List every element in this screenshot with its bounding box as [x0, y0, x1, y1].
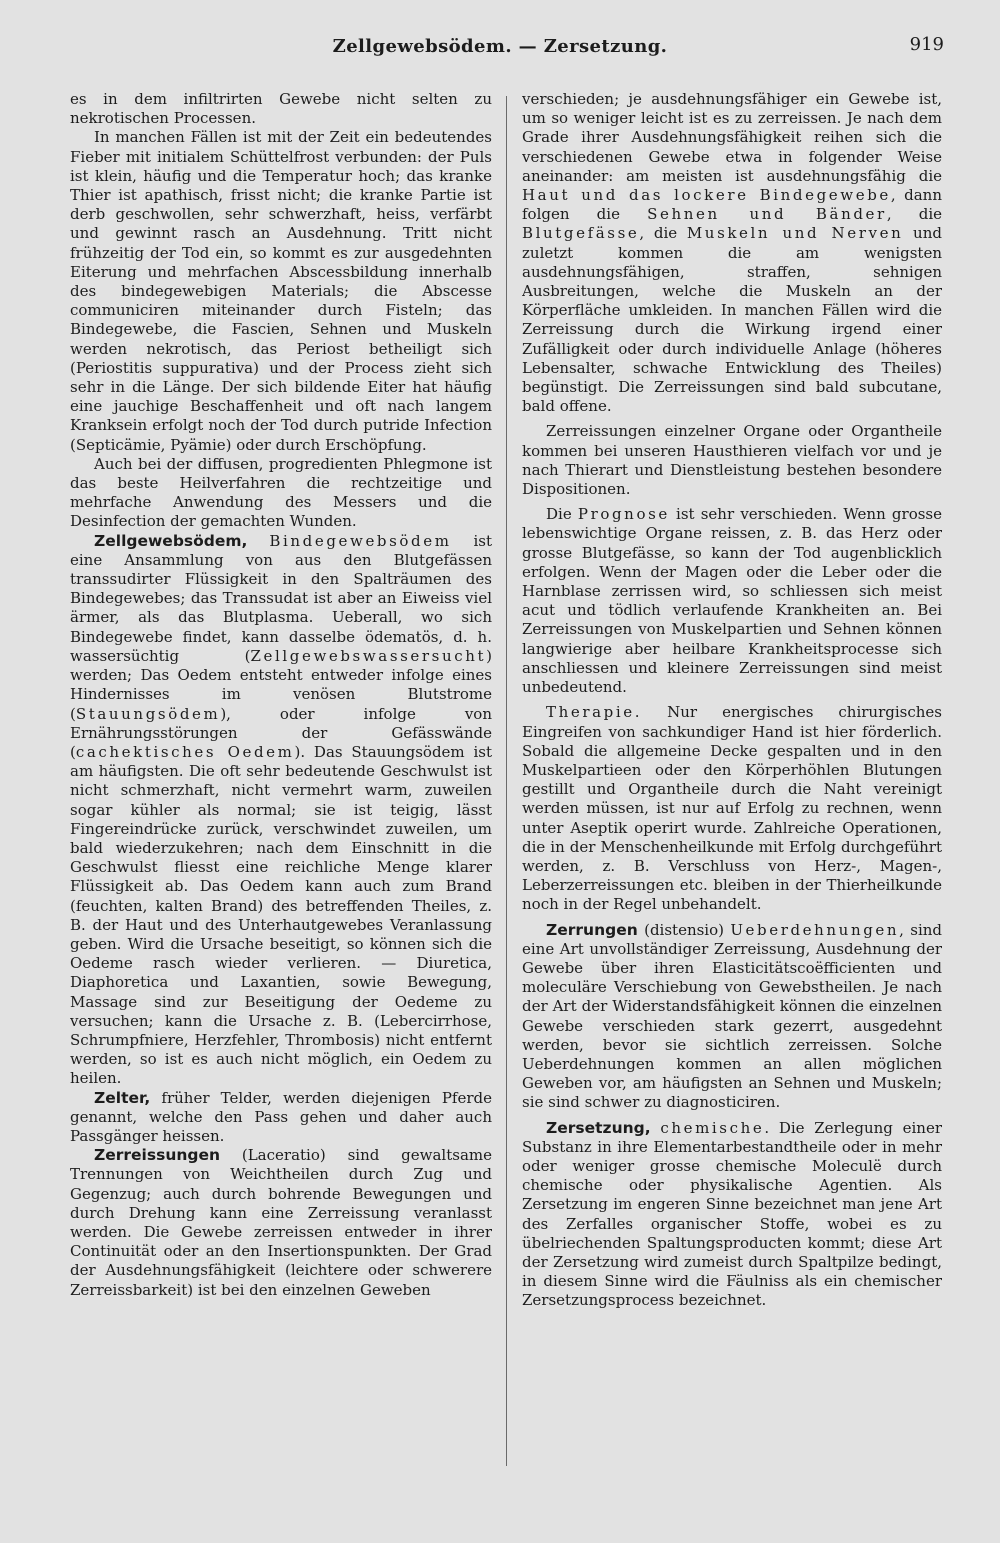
page-number: 919 — [909, 34, 944, 55]
entry-zellgewebsoedem: Zellgewebsödem, Bindegewebsödem ist eine Ansammlung von aus den Blutgefässen transsudirter Flüssigkeit in den Spalträumen des Bindegewebes; das Transsudat ist aber an Eiweiss viel ärmer, als das Blutplasma. Ueberall, wo sich Bindegewebe findet, kann dasselbe ödematös, d. h. wassersüchtig (Zellgewebswassersucht) werden; Das Oedem entsteht entweder infolge eines Hindernisses im venösen Blutstrome (Stauungsödem), oder infolge von Ernährungsstörungen der Gefässwände (cachektisches Oedem). Das Stauungsödem ist am häufigsten. Die oft sehr bedeutende Geschwulst ist nicht schmerzhaft, nicht vermehrt warm, zuweilen sogar kühler als normal; sie ist teigig, lässt Fingereindrücke zurück, verschwindet zuweilen, um bald wiederzukehren; nach dem Einschnitt in die Geschwulst fliesst eine reichliche Menge klarer Flüssigkeit ab. Das Oedem kann auch zum Brand (feuchten, kalten Brand) des betreffenden Theiles, z. B. der Haut und des Unterhautgewebes Veranlassung geben. Wird die Ursache beseitigt, so können sich die Oedeme rasch wieder verlieren. — Diuretica, Diaphoretica und Laxantien, sowie Bewegung, Massage sind zur Beseitigung der Oedeme zu versuchen; kann die Ursache z. B. (Lebercirrhose, Schrumpfniere, Herzfehler, Thrombosis) nicht entfernt werden, so ist es auch nicht möglich, ein Oedem zu heilen. — [70, 531, 492, 1088]
paragraph: Die Prognose ist sehr verschieden. Wenn grosse lebenswichtige Organe reissen, z. B. das Herz oder grosse Blutgefässe, so kann der Tod augenblicklich erfolgen. Wenn der Magen oder die Leber oder die Harnblase zerrissen wird, so schliessen sich meist acut und tödlich verlaufende Krankheiten an. Bei Zerreissungen von Muskelpartien und Sehnen können langwierige aber heilbare Krankheitsprocesse sich anschliessen und kleinere Zerreissungen sind meist unbedeutend. — [522, 505, 942, 697]
entry-zerrungen: Zerrungen (distensio) Ueberdehnungen, sind eine Art unvollständiger Zerreissung, Ausdehnung der Gewebe über ihren Elasticitätscoëfficienten und moleculäre Verschiebung von Gewebstheilen. Je nach der Art der Widerstandsfähigkeit können die einzelnen Gewebe verschieden stark gezerrt, ausgedehnt werden, bevor sie sichtlich zerreissen. Solche Ueberdehnungen kommen an allen möglichen Geweben vor, am häufigsten an Sehnen und Muskeln; sie sind schwer zu diagnosticiren. — [522, 920, 942, 1112]
entry-headword: Zerreissungen — [94, 1146, 221, 1165]
entry-zersetzung: Zersetzung, chemische. Die Zerlegung einer Substanz in ihre Elementarbestandtheile oder in mehr oder weniger grosse chemische Moleculë durch chemische oder physikalische Agentien. Als Zersetzung im engeren Sinne bezeichnet man jene Art des Zerfalles organischer Stoffe, wobei es zu übelriechenden Spaltungsproducten kommt; diese Art der Zersetzung wird zumeist durch Spaltpilze bedingt, in diesem Sinne wird die Fäulniss als ein chemischer Zersetzungsprocess bezeichnet. — [522, 1118, 942, 1310]
spaced-term: Haut und das lockere Bindegewebe — [522, 186, 891, 205]
spaced-term: Sehnen und Bänder — [647, 205, 887, 224]
paragraph: Auch bei der diffusen, progredienten Phlegmone ist das beste Heilverfahren die rechtzeitige und mehrfache Anwendung des Messers und die Desinfection der gemachten Wunden. — [70, 454, 492, 531]
entry-zelter: Zelter, früher Telder, werden diejenigen Pferde genannt, welche den Pass gehen und daher auch Passgänger heissen. — [70, 1088, 492, 1145]
spaced-term: cachektisches Oedem — [75, 742, 295, 761]
paragraph: verschieden; je ausdehnungsfähiger ein Gewebe ist, um so weniger leicht ist es zu zerreissen. Je nach dem Grade ihrer Ausdehnungsfähigkeit reihen sich die verschiedenen Gewebe etwa in folgender Weise aneinander: am meisten ist ausdehnungsfähig die Haut und das lockere Bindegewebe, dann folgen die Sehnen und Bänder, die Blutgefässe, die Muskeln und Nerven und zuletzt kommen die am wenigsten ausdehnungsfähigen, straffen, sehnigen Ausbreitungen, welche die Muskeln an der Körperfläche umkleiden. In manchen Fällen wird die Zerreissung durch die Wirkung irgend einer Zufälligkeit oder durch individuelle Anlage (höheres Lebensalter, schwache Entwicklung des Theiles) begünstigt. Die Zerreissungen sind bald subcutane, bald offene. — [522, 90, 942, 416]
entry-headword: Zerrungen — [546, 920, 638, 939]
spaced-term: Zellgewebswassersucht — [250, 646, 487, 665]
spaced-term: Therapie. — [546, 703, 643, 722]
paragraph: In manchen Fällen ist mit der Zeit ein bedeutendes Fieber mit initialem Schüttelfrost verbunden: der Puls ist klein, häufig und die Temperatur hoch; das kranke Thier ist apathisch, frisst nicht; die kranke Partie ist derb geschwollen, sehr schwerzhaft, heiss, verfärbt und gewinnt rasch an Ausdehnung. Tritt nicht frühzeitig der Tod ein, so kommt es zur ausgedehnten Eiterung und mehrfachen Abscessbildung innerhalb des bindegewebigen Materials; die Abscesse communiciren miteinander durch Fisteln; das Bindegewebe, die Fascien, Sehnen und Muskeln werden nekrotisch, das Periost betheiligt sich (Periostitis suppurativa) und der Process zieht sich sehr in die Länge. Der sich bildende Eiter hat häufig eine jauchige Beschaffenheit und oft nach langem Kranksein erfolgt noch der Tod durch putride Infection (Septicämie, Pyämie) oder durch Erschöpfung. — [70, 128, 492, 454]
paragraph: Therapie. Nur energisches chirurgisches Eingreifen von sachkundiger Hand ist hier förderlich. Sobald die allgemeine Decke gespalten und in den Muskelpartieen oder den Körperhöhlen Blutungen gestillt und Organtheile durch die Naht vereinigt werden müssen, ist nur auf Erfolg zu rechnen, wenn unter Aseptik operirt wurde. Zahlreiche Operationen, die in der Menschenheilkunde mit Erfolg durchgeführt werden, z. B. Verschluss von Herz-, Magen-, Leberzerreissungen etc. bleiben in der Thierheilkunde noch in der Regel unbehandelt. — [522, 703, 942, 914]
entry-headword: Zellgewebsödem, — [94, 531, 248, 550]
entry-headword: Zersetzung, — [546, 1118, 651, 1137]
running-head: Zellgewebsödem. — Zersetzung. — [332, 36, 668, 57]
spaced-term: Blutgefässe — [522, 224, 640, 243]
paragraph: es in dem infiltrirten Gewebe nicht selten zu nekrotischen Processen. — [70, 90, 492, 128]
left-column — [70, 90, 492, 1510]
entry-headword: Zelter, — [94, 1088, 151, 1107]
spaced-term: Stauungsödem — [75, 704, 221, 723]
spaced-term: chemische — [660, 1118, 765, 1137]
spaced-term: Prognose — [577, 505, 670, 524]
spaced-term: Muskeln und Nerven — [686, 224, 904, 243]
entry-zerreissungen: Zerreissungen (Laceratio) sind gewaltsame Trennungen von Weichtheilen durch Zug und Gegenzug; auch durch bohrende Bewegungen und durch Drehung kann eine Zerreissung veranlasst werden. Die Gewebe zerreissen entweder in ihrer Continuität oder an den Insertionspunkten. Der Grad der Ausdehnungsfähigkeit (leichtere oder schwerere Zerreissbarkeit) ist bei den einzelnen Geweben — [70, 1146, 492, 1299]
spaced-term: Bindegewebsödem — [269, 531, 452, 550]
column-divider — [506, 96, 507, 1466]
right-column — [522, 90, 942, 1510]
paragraph: Zerreissungen einzelner Organe oder Organtheile kommen bei unseren Hausthieren vielfach vor und je nach Thierart und Dienstleistung bestehen besondere Dispositionen. — [522, 422, 942, 499]
spaced-term: Ueberdehnungen — [730, 920, 900, 939]
